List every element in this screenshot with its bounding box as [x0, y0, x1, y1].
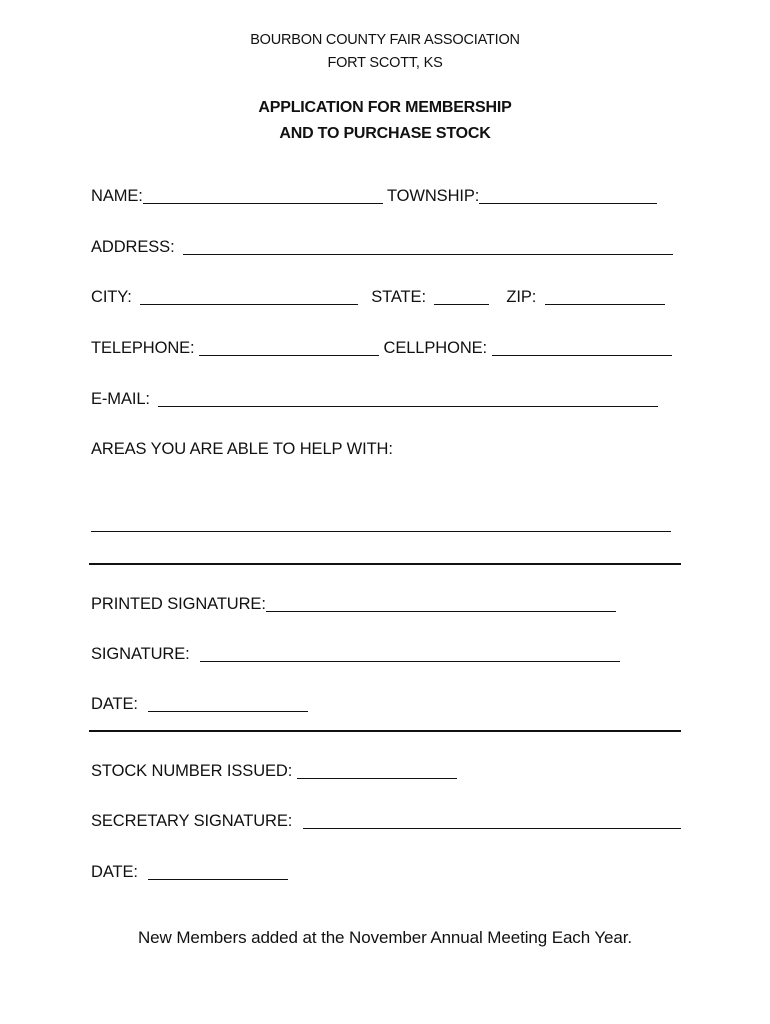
name-label: NAME: [91, 187, 143, 205]
name-township-row [91, 187, 657, 206]
telephone-field[interactable] [199, 339, 379, 356]
section-divider-1 [89, 563, 681, 565]
name-field[interactable] [143, 187, 383, 204]
areas-line-row [91, 515, 671, 534]
signature-field[interactable] [200, 645, 620, 662]
zip-field[interactable] [545, 288, 665, 305]
organization-name: BOURBON COUNTY FAIR ASSOCIATION [250, 32, 520, 48]
secretary-signature-field[interactable] [303, 812, 681, 829]
office-date-field[interactable] [148, 863, 288, 880]
telephone-cellphone-row [91, 339, 672, 358]
areas-label: AREAS YOU ARE ABLE TO HELP WITH: [91, 440, 393, 458]
email-field[interactable] [158, 390, 658, 407]
date-field[interactable] [148, 695, 308, 712]
signature-label: SIGNATURE: [91, 645, 190, 663]
printed-signature-field[interactable] [266, 595, 616, 612]
city-label: CITY: [91, 288, 132, 306]
stock-number-label: STOCK NUMBER ISSUED: [91, 762, 293, 780]
state-label: STATE: [371, 288, 426, 306]
city-field[interactable] [140, 288, 358, 305]
secretary-signature-label: SECRETARY SIGNATURE: [91, 812, 293, 830]
stock-number-row [91, 762, 457, 781]
signature-row [91, 645, 620, 664]
township-field[interactable] [479, 187, 657, 204]
areas-field[interactable] [91, 515, 671, 532]
footer-note: New Members added at the November Annual Meeting Each Year. [137, 928, 632, 947]
areas-row [91, 440, 393, 459]
city-state-zip-row [91, 288, 665, 307]
organization-location: FORT SCOTT, KS [327, 55, 443, 71]
office-date-row [91, 863, 288, 882]
address-row [91, 238, 673, 257]
email-label: E-MAIL: [91, 390, 150, 408]
township-label: TOWNSHIP: [386, 187, 480, 205]
secretary-signature-row [91, 812, 681, 831]
cellphone-label: CELLPHONE: [383, 339, 488, 357]
office-date-label: DATE: [91, 863, 138, 881]
state-field[interactable] [434, 288, 489, 305]
section-divider-2 [89, 730, 681, 732]
form-title-line1: APPLICATION FOR MEMBERSHIP [258, 99, 512, 116]
email-row [91, 390, 658, 409]
address-label: ADDRESS: [91, 238, 175, 256]
address-field[interactable] [183, 238, 673, 255]
stock-number-field[interactable] [297, 762, 457, 779]
cellphone-field[interactable] [492, 339, 672, 356]
printed-signature-row [91, 595, 616, 614]
date-row [91, 695, 308, 714]
form-title-line2: AND TO PURCHASE STOCK [279, 125, 491, 142]
printed-signature-label: PRINTED SIGNATURE: [91, 595, 266, 613]
telephone-label: TELEPHONE: [91, 339, 195, 357]
date-label: DATE: [91, 695, 138, 713]
zip-label: ZIP: [506, 288, 537, 306]
